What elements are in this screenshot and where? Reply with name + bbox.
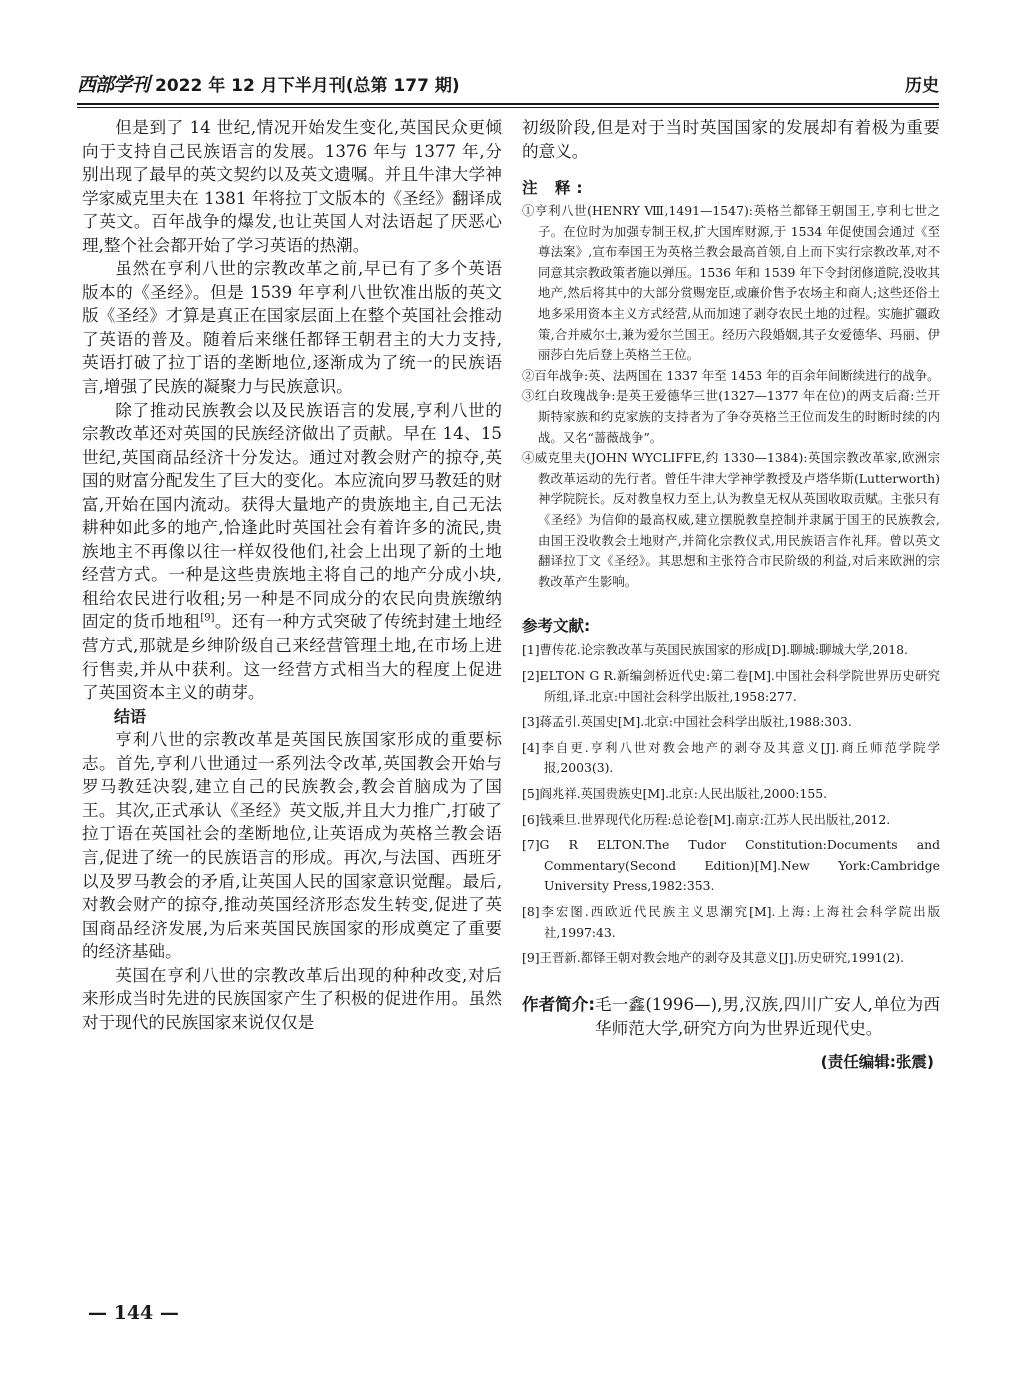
paragraph-text: 除了推动民族教会以及民族语言的发展,亨利八世的宗教改革还对英国的民族经济做出了贡献。早在 14、15 世纪,英国商品经济十分发达。通过对教会财产的掠夺,英国的财富分配发生了巨大的变化。本应流向罗马教廷的财富,开始在国内流动。获得大量地产的贵族地主,自己无法耕种如此多的地产,恰逢此时英国社会有着许多的流民,贵族地主不再像以往一样奴役他们,社会上出现了新的土地经营方式。一种是这些贵族地主将自己的地产分成小块,租给农民进行收租;另一种是不同成分的农民向贵族缴纳固定的货币地租 <box>82 400 502 632</box>
notes-title: 注 释: <box>522 179 589 198</box>
body-paragraph <box>82 399 502 705</box>
issue-info: 2022 年 12 月下半月刊(总第 177 期) <box>155 75 460 96</box>
page-header <box>77 66 939 100</box>
reference-item: [4]李自更.亨利八世对教会地产的剥夺及其意义[J].商丘师范学院学报,2003(3). <box>522 739 940 776</box>
conclusion-heading: 结语 <box>114 706 147 726</box>
reference-item: [2]ELTON G R.新编剑桥近代史:第二卷[M].中国社会科学院世界历史研究所组,译.北京:中国社会科学出版社,1958:277. <box>522 667 940 704</box>
header-rule <box>77 103 939 105</box>
right-column <box>522 116 940 1072</box>
note-item: ④威克里夫(JOHN WYCLIFFE,约 1330—1384):英国宗教改革家,欧洲宗教改革运动的先行者。曾任牛津大学神学教授及卢塔华斯(Lutterworth)神学院院长。反对教皇权力至上,认为教皇无权从英国收取贡赋。主张只有《圣经》为信仰的最高权威,建立摆脱教皇控制并隶属于国王的民族教会,由国王没收教会土地财产,并简化宗教仪式,用民族语言作礼拜。曾以英文翻译拉丁文《圣经》。其思想和主张符合市民阶级的利益,对后来欧洲的宗教改革产生影响。 <box>522 450 940 589</box>
header-rule-thin <box>77 107 939 108</box>
references-list <box>522 640 940 968</box>
body-paragraph: 亨利八世的宗教改革是英国民族国家形成的重要标志。首先,亨利八世通过一系列法令改革,英国教会开始与罗马教廷决裂,建立自己的民族教会,教会首脑成为了国王。其次,正式承认《圣经》英文版,并且大力推广,打破了拉丁语在英国社会的垄断地位,让英语成为英格兰教会语言,促进了统一的民族语言的形成。再次,与法国、西班牙以及罗马教会的矛盾,让英国人民的国家意识觉醒。最后,对教会财产的掠夺,推动英国经济形态发生转变,促进了英国商品经济发展,为后来英国民族国家的形成奠定了重要的经济基础。 <box>82 730 502 962</box>
journal-logo: 西部学刊 <box>77 73 150 96</box>
reference-item: [3]蒋孟引.英国史[M].北京:中国社会科学出版社,1988:303. <box>522 714 852 730</box>
reference-item: [1]曹传花.论宗教改革与英国民族国家的形成[D].聊城:聊城大学,2018. <box>522 642 908 658</box>
body-paragraph: 初级阶段,但是对于当时英国国家的发展却有着极为重要的意义。 <box>522 118 940 161</box>
reference-item: [9]王晋新.都铎王朝对教会地产的剥夺及其意义[J].历史研究,1991(2). <box>522 950 905 966</box>
section-name: 历史 <box>905 75 939 96</box>
body-paragraph: 虽然在亨利八世的宗教改革之前,早已有了多个英语版本的《圣经》。但是 1539 年亨利八世钦准出版的英文版《圣经》才算是真正在国家层面上在整个英国社会推动了英语的普及。随着后来继任都铎王朝君主的大力支持,英语打破了拉丁语的垄断地位,逐渐成为了统一的民族语言,增强了民族的凝聚力与民族意识。 <box>82 259 502 397</box>
citation-ref: [9] <box>200 612 215 624</box>
paragraph-text: 。还有一种方式突破了传统封建土地经营方式,那就是乡绅阶级自己来经营管理土地,在市场上进行售卖,并从中获利。这一经营方式相当大的程度上促进了英国资本主义的萌芽。 <box>82 612 503 703</box>
notes-list <box>522 201 940 592</box>
reference-item: [8]李宏图.西欧近代民族主义思潮究[M].上海:上海社会科学院出版社,1997:43. <box>522 903 940 940</box>
reference-item: [5]阎兆祥.英国贵族史[M].北京:人民出版社,2000:155. <box>522 785 828 801</box>
left-column <box>82 116 502 1034</box>
reference-item: [6]钱乘旦.世界现代化历程:总论卷[M].南京:江苏人民出版社,2012. <box>522 811 891 827</box>
header-left <box>77 70 460 97</box>
note-item: ②百年战争:英、法两国在 1337 年至 1453 年的百余年间断续进行的战争。 <box>522 367 940 383</box>
author-bio <box>522 993 940 1042</box>
note-item: ①亨利八世(HENRY Ⅷ,1491—1547):英格兰都铎王朝国王,亨利七世之子。在位时为加强专制王权,扩大国库财源,于 1534 年促使国会通过《至尊法案》,宣布奉国王为英格兰教会最高首领,自上而下实行宗教改革,对不同意其宗教政策者施以弹压。1536 年和 1539 年下令封闭修道院,没收其地产,然后将其中的大部分赏赐宠臣,或廉价售予农场主和商人;这些还俗土地多采用资本主义方式经营,从而加速了剥夺农民土地的过程。实施扩疆政策,合并威尔士,兼为爱尔兰国王。经历六段婚姻,其子女爱德华、玛丽、伊丽莎白先后登上英格兰王位。 <box>522 203 940 363</box>
page-number: — 144 — <box>88 1302 179 1324</box>
body-paragraph: 英国在亨利八世的宗教改革后出现的种种改变,对后来形成当时先进的民族国家产生了积极的促进作用。虽然对于现代的民族国家来说仅仅是 <box>82 965 502 1032</box>
author-text: 毛一鑫(1996—),男,汉族,四川广安人,单位为西华师范大学,研究方向为世界近现代史。 <box>595 994 940 1039</box>
references-title: 参考文献: <box>522 617 591 636</box>
note-item: ③红白玫瑰战争:是英王爱德华三世(1327—1377 年在位)的两支后裔:兰开斯特家族和约克家族的支持者为了争夺英格兰王位而发生的时断时续的内战。又名“蔷薇战争”。 <box>522 388 940 445</box>
body-paragraph: 但是到了 14 世纪,情况开始发生变化,英国民众更倾向于支持自己民族语言的发展。1376 年与 1377 年,分别出现了最早的英文契约以及英文遗嘱。并且牛津大学神学家威克里夫在 1381 年将拉丁文版本的《圣经》翻译成了英文。百年战争的爆发,也让英国人对法语起了厌恶心理,整个社会都开始了学习英语的热潮。 <box>82 118 502 255</box>
editor-credit: (责任编辑:张震) <box>820 1052 934 1071</box>
author-label: 作者简介: <box>522 994 596 1014</box>
reference-item: [7]G R ELTON.The Tudor Constitution:Documents and Commentary(Second Edition)[M].New York:Cambridge University Press,1982:353. <box>522 837 940 894</box>
